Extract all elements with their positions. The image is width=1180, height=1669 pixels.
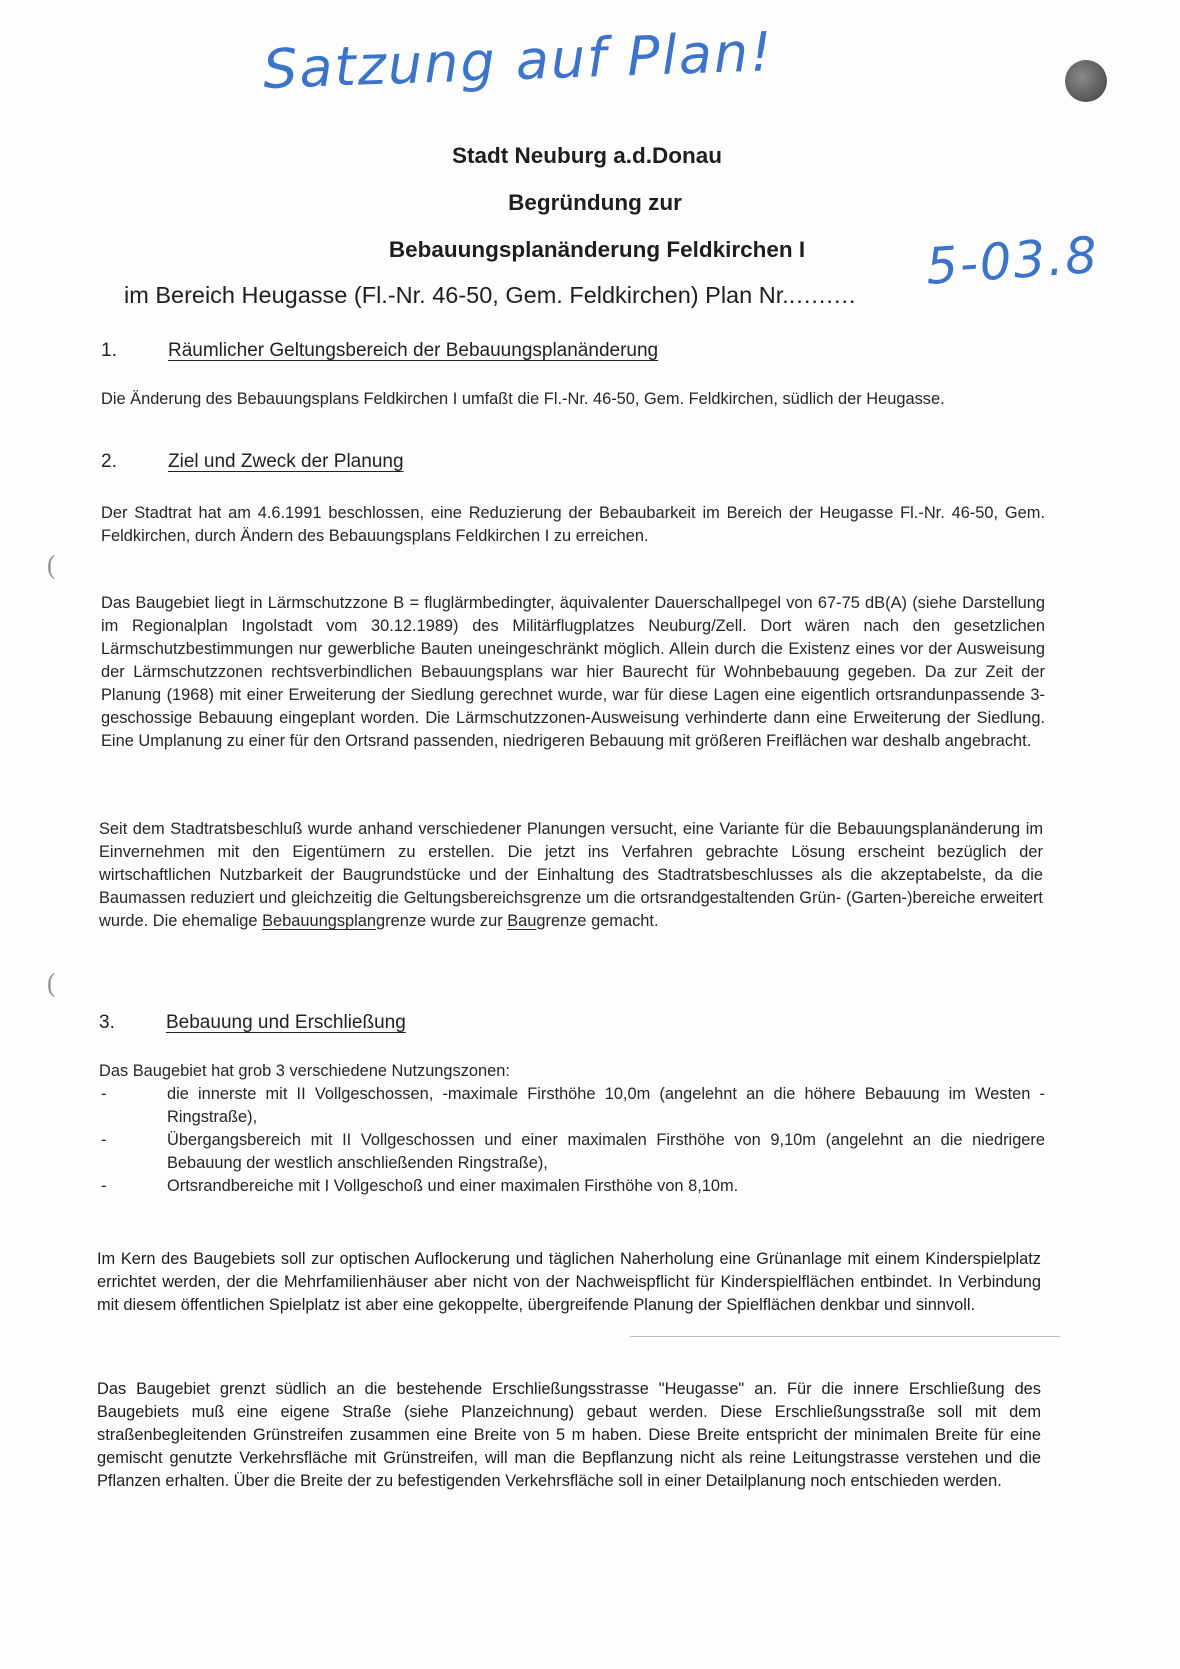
handwritten-note: Satzung auf Plan!	[262, 20, 775, 101]
section-2-paragraph-3	[99, 818, 1043, 933]
list-marker: -	[101, 1131, 107, 1149]
document-title: Bebauungsplanänderung Feldkirchen I	[388, 237, 806, 262]
underlined-word: Bau	[507, 912, 537, 930]
list-item	[99, 1083, 1045, 1129]
scan-line-mark	[630, 1336, 1060, 1337]
section-title: Ziel und Zweck der Planung	[168, 451, 404, 472]
list-item	[99, 1175, 1045, 1198]
section-2-paragraph-1: Der Stadtrat hat am 4.6.1991 beschlossen, eine Reduzierung der Bebaubarkeit im Bereich der Heugasse Fl.-Nr. 46-50, Gem. Feldkirchen, durch Ändern des Bebauungsplans Feldkirchen I zu erreichen.	[101, 504, 1045, 545]
section-1-paragraph: Die Änderung des Bebauungsplans Feldkirchen I umfaßt die Fl.-Nr. 46-50, Gem. Feldkirchen, südlich der Heugasse.	[101, 390, 945, 408]
section-number: 1.	[101, 340, 117, 361]
area-line-text: im Bereich Heugasse (Fl.-Nr. 46-50, Gem. Feldkirchen) Plan Nr.	[124, 282, 789, 308]
list-item-text: die innerste mit II Vollgeschossen, -maximale Firsthöhe 10,0m (angelehnt an die höhere Bebauung im Westen - Ringstraße),	[167, 1085, 1045, 1126]
section-3-intro: Das Baugebiet hat grob 3 verschiedene Nutzungszonen:	[99, 1062, 510, 1080]
paragraph-text: Seit dem Stadtratsbeschluß wurde anhand verschiedener Planungen versucht, eine Variante für die Bebauungsplanänderung im Einvernehmen mit den Eigentümern zu erstellen. Die jetzt ins Verfahren gebrachte Lösung erscheint bezüglich der wirtschaftlichen Nutzbarkeit der Baugrundstücke und der Einhaltung des Stadtratsbeschlusses als die akzeptabelste, da die Baumassen reduziert und gleichzeitig die Geltungsbereichsgrenze um die ortsrandgestaltenden Grün- (Garten-)bereiche erweitert wurde. Die ehemalige	[99, 820, 1043, 930]
list-item-text: Ortsrandbereiche mit I Vollgeschoß und einer maximalen Firsthöhe von 8,10m.	[167, 1177, 739, 1195]
punch-hole-mark	[1065, 60, 1107, 102]
section-3-paragraph-1: Im Kern des Baugebiets soll zur optischen Auflockerung und täglichen Naherholung eine Grünanlage mit einem Kinderspielplatz errichtet werden, der die Mehrfamilienhäuser aber nicht von der Nachweispflicht für Kinderspielflächen entbindet. In Verbindung mit diesem öffentlichen Spielplatz ist aber eine gekoppelte, übergreifende Planung der Spielflächen denkbar und sinnvoll.	[97, 1250, 1041, 1314]
document-area-line	[124, 282, 857, 309]
section-number: 3.	[99, 1012, 115, 1033]
section-number: 2.	[101, 451, 117, 472]
list-marker: -	[101, 1085, 107, 1103]
margin-bracket-mark: (	[46, 970, 57, 1000]
list-marker: -	[101, 1177, 107, 1195]
document-city: Stadt Neuburg a.d.Donau	[452, 143, 722, 168]
list-item	[99, 1129, 1045, 1175]
document-subtitle: Begründung zur	[508, 190, 682, 215]
section-3-paragraph-2: Das Baugebiet grenzt südlich an die bestehende Erschließungsstrasse "Heugasse" an. Für die innere Erschließung des Baugebiets muß eine eigene Straße (siehe Planzeichnung) gebaut werden. Diese Erschließungsstraße soll mit dem straßenbegleitenden Grünstreifen zusammen eine Breite von 5 m haben. Diese Breite entspricht der minimalen Breite für eine gemischt genutzte Verkehrsfläche mit Grünstreifen, will man die Bepflanzung nicht als reine Leitungstrasse verstehen und die Pflanzen erhalten. Über die Breite der zu befestigenden Verkehrsfläche soll in einer Detailplanung noch entschieden werden.	[97, 1380, 1041, 1490]
section-title: Bebauung und Erschließung	[166, 1012, 406, 1033]
paragraph-text: grenze wurde zur	[376, 912, 508, 930]
plan-number-dots: .........	[788, 282, 857, 308]
section-title: Räumlicher Geltungsbereich der Bebauungsplanänderung	[168, 340, 659, 361]
handwritten-plan-number: 5-03.8	[924, 225, 1101, 296]
margin-bracket-mark: (	[46, 552, 57, 582]
list-item-text: Übergangsbereich mit II Vollgeschossen und einer maximalen Firsthöhe von 9,10m (angelehnt an die niedrigere Bebauung der westlich anschließenden Ringstraße),	[167, 1131, 1045, 1172]
usage-zone-list	[99, 1083, 1045, 1198]
underlined-word: Bebauungsplan	[262, 912, 377, 930]
section-2-paragraph-2: Das Baugebiet liegt in Lärmschutzzone B = fluglärmbedingter, äquivalenter Dauerschallpegel von 67-75 dB(A) (siehe Darstellung im Regionalplan Ingolstadt vom 30.12.1989) des Militärflugplatzes Neuburg/Zell. Dort wären nach den gesetzlichen Lärmschutzbestimmungen nur gewerbliche Bauten uneingeschränkt möglich. Allein durch die Existenz eines vor der Ausweisung der Lärmschutzzonen rechtsverbindlichen Bebauungsplans war hier Baurecht für Wohnbebauung gegeben. Da zur Zeit der Planung (1968) mit einer Erweiterung der Siedlung gerechnet wurde, war für diese Lagen eine eigentlich ortsrandunpassende 3-geschossige Bebauung eingeplant worden. Die Lärmschutzzonen-Ausweisung verhinderte dann eine Erweiterung der Siedlung. Eine Umplanung zu einer für den Ortsrand passenden, niedrigeren Bebauung mit größeren Freiflächen war deshalb angebracht.	[101, 594, 1045, 750]
paragraph-text: grenze gemacht.	[536, 912, 659, 930]
